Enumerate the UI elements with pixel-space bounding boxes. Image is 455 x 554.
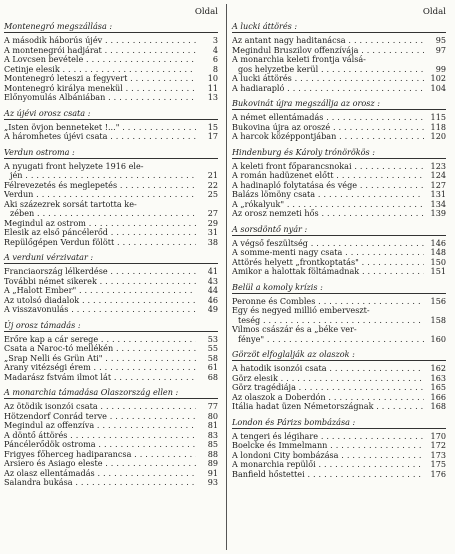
toc-entry bbox=[232, 451, 446, 461]
section-rule bbox=[4, 263, 218, 264]
entry-title: Boelcke és Immelmann . . . bbox=[232, 441, 424, 451]
toc-entry bbox=[232, 297, 446, 307]
entry-page-number: 168 bbox=[430, 401, 446, 411]
section-title: London és Párizs bombázása : bbox=[232, 416, 356, 427]
toc-entry bbox=[4, 363, 218, 373]
toc-entry bbox=[232, 239, 446, 249]
section-rule bbox=[4, 331, 218, 332]
entry-page-number: 27 bbox=[207, 208, 218, 218]
section-title: A monarchia támadása Olaszország ellen : bbox=[4, 387, 179, 397]
section-rule bbox=[232, 158, 446, 159]
entry-title: A monarchia keleti frontja válsá- bbox=[232, 55, 366, 64]
entry-title: Félrevezetés és meglepetés . . . bbox=[4, 181, 196, 191]
toc-entry bbox=[4, 228, 218, 238]
toc-entry bbox=[232, 74, 446, 84]
entry-title: Megindul az offenzíva . . . bbox=[4, 421, 196, 431]
toc-entry bbox=[4, 450, 218, 460]
toc-entry bbox=[232, 113, 446, 123]
entry-page-number: 160 bbox=[430, 333, 446, 344]
entry-page-number: 163 bbox=[430, 372, 446, 383]
section-title: Bukovinát újra megszállja az orosz : bbox=[232, 98, 380, 108]
toc-entry bbox=[4, 478, 218, 488]
entry-title: A „rókalyuk" . . . bbox=[232, 200, 424, 210]
entry-title: Amikor a halottak föltámadnak . . . bbox=[232, 267, 424, 277]
toc-entry bbox=[232, 441, 446, 451]
entry-page-number: 173 bbox=[430, 449, 446, 460]
section-title: A sorsdöntő nyár : bbox=[232, 223, 308, 234]
toc-entry bbox=[232, 123, 446, 133]
toc-entry bbox=[232, 209, 446, 219]
toc-entry bbox=[232, 470, 446, 480]
section-rule bbox=[232, 360, 446, 361]
entry-page-number: 115 bbox=[430, 112, 446, 122]
toc-entry bbox=[232, 402, 446, 412]
toc-entry bbox=[4, 412, 218, 422]
entry-page-number: 44 bbox=[207, 285, 218, 295]
toc-entry bbox=[4, 373, 218, 383]
entry-page-number: 49 bbox=[207, 304, 218, 314]
column-divider bbox=[226, 4, 227, 550]
entry-title: További német sikerek . . . bbox=[4, 277, 196, 287]
entry-title: A tengeri és légihare . . . bbox=[232, 432, 424, 442]
entry-title: Arany vitézségi érem . . . bbox=[4, 363, 196, 373]
entry-title: Erőre kap a cár serege . . . bbox=[4, 335, 196, 345]
toc-entry bbox=[4, 93, 218, 103]
entry-title: Bukovina újra az oroszé . . . bbox=[232, 123, 424, 133]
entry-page-number: 139 bbox=[430, 208, 446, 218]
entry-page-number: 85 bbox=[207, 439, 218, 449]
entry-title: A végső feszültség . . . bbox=[232, 239, 424, 249]
entry-title: Hötzendorf Conrád terve . . . bbox=[4, 412, 196, 422]
toc-entry bbox=[4, 132, 218, 142]
entry-page-number: 162 bbox=[430, 363, 446, 373]
toc-entry bbox=[4, 402, 218, 412]
toc-entry bbox=[232, 364, 446, 374]
entry-title: Az ötödik isonzói csata . . . bbox=[4, 402, 196, 412]
toc-entry bbox=[232, 171, 446, 181]
section-title: Hindenburg és Károly trónörökös : bbox=[232, 146, 375, 157]
entry-page-number: 41 bbox=[207, 266, 218, 276]
toc-entry bbox=[4, 36, 218, 46]
entry-title: Az olaszok a Doberdón . . . bbox=[232, 393, 424, 403]
entry-page-number: 102 bbox=[430, 73, 446, 83]
entry-title: A visszavonulás . . . bbox=[4, 305, 196, 315]
section-rule bbox=[232, 109, 446, 110]
toc-entry bbox=[4, 181, 218, 191]
entry-title: A döntő áttörés . . . bbox=[4, 431, 196, 441]
entry-page-number: 13 bbox=[207, 92, 218, 102]
toc-entry bbox=[4, 84, 218, 94]
entry-page-number: 120 bbox=[430, 131, 446, 141]
entry-title: A harcok középpontjában . . . bbox=[232, 132, 424, 142]
toc-entry bbox=[232, 393, 446, 403]
toc-entry bbox=[232, 374, 446, 384]
entry-page-number: 80 bbox=[207, 410, 218, 421]
page-column-label: Oldal bbox=[194, 7, 218, 17]
entry-title: Az utolsó diadalok . . . bbox=[4, 296, 196, 306]
entry-title: A Lovcsen bevétele . . . bbox=[4, 55, 196, 65]
entry-page-number: 10 bbox=[207, 73, 218, 83]
toc-entry bbox=[232, 432, 446, 442]
section-title: Montenegró megszállása : bbox=[4, 21, 113, 31]
toc-entry bbox=[232, 306, 446, 325]
entry-page-number: 77 bbox=[207, 401, 218, 411]
entry-title: Elesik az első páncélerőd . . . bbox=[4, 228, 196, 238]
entry-title: A második háborús újév . . . bbox=[4, 36, 196, 46]
entry-title: A hadinapló folytatása és vége . . . bbox=[232, 181, 424, 191]
entry-title: Az orosz nemzeti hős . . . bbox=[232, 209, 424, 219]
entry-title: zében . . . bbox=[4, 209, 196, 219]
toc-entry bbox=[232, 325, 446, 344]
entry-title: A „Halott Ember" . . . bbox=[4, 286, 196, 296]
section-rule bbox=[4, 398, 218, 399]
entry-title: „Isten övjon benneteket !..." . . . bbox=[4, 123, 196, 133]
toc-entry bbox=[4, 55, 218, 65]
toc-entry bbox=[4, 238, 218, 248]
entry-title: teség . . . bbox=[232, 316, 424, 326]
entry-page-number: 53 bbox=[207, 333, 218, 344]
section-rule bbox=[232, 293, 446, 294]
toc-entry bbox=[4, 267, 218, 277]
toc-entry bbox=[232, 162, 446, 172]
toc-entry bbox=[4, 344, 218, 354]
entry-title: Görz elesik . . . bbox=[232, 374, 424, 384]
toc-entry bbox=[4, 354, 218, 364]
column-header bbox=[232, 6, 446, 21]
entry-page-number: 8 bbox=[212, 63, 218, 74]
toc-entry bbox=[4, 421, 218, 431]
entry-page-number: 38 bbox=[207, 236, 218, 247]
entry-page-number: 91 bbox=[207, 467, 218, 478]
entry-title: „Srap Nelli és Grün Áti" . . . bbox=[4, 354, 196, 364]
entry-title: Egy és negyed millió emberveszt- bbox=[232, 306, 370, 315]
entry-page-number: 3 bbox=[212, 35, 218, 45]
section-title: Verdun ostroma : bbox=[4, 146, 75, 157]
entry-page-number: 156 bbox=[430, 295, 446, 306]
entry-title: Az antant nagy haditanácsa . . . bbox=[232, 36, 424, 46]
entry-title: A nyugati front helyzete 1916 ele- bbox=[4, 161, 144, 171]
toc-entry bbox=[232, 55, 446, 74]
entry-page-number: 134 bbox=[430, 198, 446, 209]
toc-entry bbox=[4, 469, 218, 479]
entry-page-number: 68 bbox=[207, 371, 218, 382]
entry-title: Arsiero és Asiago eleste . . . bbox=[4, 459, 196, 469]
entry-page-number: 29 bbox=[207, 217, 218, 228]
toc-column-right bbox=[232, 6, 446, 479]
toc-entry bbox=[4, 46, 218, 56]
entry-title: A keleti front főparancsnokai . . . bbox=[232, 162, 424, 172]
toc-entry bbox=[232, 460, 446, 470]
toc-entry bbox=[4, 277, 218, 287]
entry-title: A hadiarapló . . . bbox=[232, 84, 424, 94]
entry-page-number: 170 bbox=[430, 430, 446, 441]
entry-page-number: 146 bbox=[430, 237, 446, 248]
entry-page-number: 46 bbox=[207, 294, 218, 305]
entry-page-number: 151 bbox=[430, 266, 446, 276]
toc-entry bbox=[232, 267, 446, 277]
toc-entry bbox=[4, 65, 218, 75]
entry-title: Itália hadat üzen Németországnak . . . bbox=[232, 402, 424, 412]
entry-page-number: 118 bbox=[430, 121, 446, 132]
entry-page-number: 31 bbox=[207, 227, 218, 237]
entry-title: Repülőgépen Verdun fölött . . . bbox=[4, 238, 196, 248]
toc-entry bbox=[4, 74, 218, 84]
section-rule bbox=[4, 119, 218, 120]
entry-title: A román hadüzenet előtt . . . bbox=[232, 171, 424, 181]
entry-page-number: 124 bbox=[430, 170, 446, 180]
entry-title: A londoni City bombázása . . . bbox=[232, 451, 424, 461]
entry-title: A monarchia repülői . . . bbox=[232, 460, 424, 470]
entry-title: A somme-menti nagy csata . . . bbox=[232, 248, 424, 258]
entry-page-number: 21 bbox=[207, 170, 218, 180]
entry-page-number: 104 bbox=[430, 82, 446, 93]
section-rule bbox=[232, 32, 446, 33]
entry-title: Balázs lömöny csata . . . bbox=[232, 190, 424, 200]
entry-title: Cetinje elesik . . . bbox=[4, 65, 196, 75]
entry-title: A hatodik isonzói csata . . . bbox=[232, 364, 424, 374]
entry-title: Csata a Naroc-tó mellékén . . . bbox=[4, 344, 196, 354]
entry-page-number: 123 bbox=[430, 160, 446, 171]
toc-entry bbox=[4, 296, 218, 306]
entry-title: Peronne és Combles . . . bbox=[232, 297, 424, 307]
section-title: Belül a komoly krízis : bbox=[232, 281, 323, 292]
entry-page-number: 148 bbox=[430, 247, 446, 257]
entry-title: Frigyes főherceg hadiparancsa . . . bbox=[4, 450, 196, 460]
entry-title: Verdun . . . bbox=[4, 190, 196, 200]
entry-title: Aki százezrek sorsát tartotta ke- bbox=[4, 199, 137, 209]
entry-title: Görz tragédiája . . . bbox=[232, 383, 424, 393]
toc-entry bbox=[4, 431, 218, 441]
entry-title: Salandra bukása . . . bbox=[4, 478, 196, 488]
entry-page-number: 83 bbox=[207, 429, 218, 440]
entry-title: fénye" . . . bbox=[232, 335, 424, 345]
toc-entry bbox=[4, 162, 218, 181]
section-title: Az újévi orosz csata : bbox=[4, 107, 91, 118]
entry-title: A háromhetes újévi csata . . . bbox=[4, 132, 196, 142]
entry-page-number: 165 bbox=[430, 382, 446, 392]
entry-title: Előnyomulás Albániában . . . bbox=[4, 93, 196, 103]
entry-page-number: 25 bbox=[207, 189, 218, 199]
toc-entry bbox=[4, 305, 218, 315]
section-rule bbox=[4, 158, 218, 159]
entry-page-number: 131 bbox=[430, 189, 446, 199]
toc-entry bbox=[232, 46, 446, 56]
entry-page-number: 89 bbox=[207, 458, 218, 468]
entry-page-number: 158 bbox=[430, 314, 446, 325]
toc-entry bbox=[232, 84, 446, 94]
page-column-label: Oldal bbox=[422, 7, 446, 17]
entry-title: Az olasz ellentámadás . . . bbox=[4, 469, 196, 479]
entry-page-number: 88 bbox=[207, 448, 218, 459]
entry-title: Madarász fstvám ilmot lát . . . bbox=[4, 373, 196, 383]
entry-page-number: 172 bbox=[430, 440, 446, 450]
toc-entry bbox=[232, 132, 446, 142]
entry-title: Páncélerődök ostroma . . . bbox=[4, 440, 196, 450]
entry-page-number: 58 bbox=[207, 352, 218, 363]
entry-page-number: 15 bbox=[207, 121, 218, 132]
entry-title: jén . . . bbox=[4, 171, 196, 181]
toc-entry bbox=[4, 123, 218, 133]
entry-page-number: 81 bbox=[207, 420, 218, 430]
entry-page-number: 175 bbox=[430, 459, 446, 469]
entry-page-number: 99 bbox=[435, 63, 446, 74]
entry-title: A montenegrói hadjárat . . . bbox=[4, 46, 196, 56]
section-title: A lucki áttörés : bbox=[232, 21, 298, 31]
section-title: Új orosz támadás : bbox=[4, 319, 81, 330]
toc-entry bbox=[232, 258, 446, 268]
toc-entry bbox=[232, 248, 446, 258]
section-rule bbox=[232, 235, 446, 236]
entry-page-number: 11 bbox=[207, 82, 218, 93]
toc-entry bbox=[4, 286, 218, 296]
toc-entry bbox=[232, 190, 446, 200]
entry-page-number: 61 bbox=[207, 362, 218, 372]
entry-page-number: 93 bbox=[207, 477, 218, 487]
entry-page-number: 95 bbox=[435, 35, 446, 45]
entry-title: Montenegró leteszi a fegyvert . . . bbox=[4, 74, 196, 84]
entry-title: A német ellentámadás . . . bbox=[232, 113, 424, 123]
entry-page-number: 4 bbox=[212, 44, 218, 55]
toc-entry bbox=[232, 383, 446, 393]
toc-entry bbox=[232, 181, 446, 191]
toc-entry bbox=[4, 440, 218, 450]
entry-page-number: 43 bbox=[207, 275, 218, 286]
entry-page-number: 166 bbox=[430, 391, 446, 402]
entry-page-number: 127 bbox=[430, 179, 446, 190]
entry-page-number: 97 bbox=[435, 44, 446, 55]
toc-entry bbox=[4, 190, 218, 200]
toc-entry bbox=[232, 200, 446, 210]
toc-entry bbox=[4, 200, 218, 219]
toc-entry bbox=[4, 219, 218, 229]
entry-page-number: 22 bbox=[207, 179, 218, 190]
entry-title: A lucki áttörés . . . bbox=[232, 74, 424, 84]
entry-title: Megindul az ostrom . . . bbox=[4, 219, 196, 229]
entry-page-number: 6 bbox=[212, 54, 218, 64]
entry-title: Megindul Bruszilov offenzívája . . . bbox=[232, 46, 424, 56]
entry-title: Franciaország lélkerdése . . . bbox=[4, 267, 196, 277]
entry-title: gos helyzetbe kerül . . . bbox=[232, 65, 424, 75]
entry-page-number: 17 bbox=[207, 131, 218, 141]
entry-title: Banfield hőstettei . . . bbox=[232, 470, 424, 480]
section-title: A verduni vérzivatar : bbox=[4, 252, 94, 262]
section-rule bbox=[232, 428, 446, 429]
entry-page-number: 150 bbox=[430, 256, 446, 267]
entry-title: Vilmos császár és a „béke ver- bbox=[232, 325, 357, 334]
section-rule bbox=[4, 32, 218, 33]
toc-entry bbox=[4, 335, 218, 345]
entry-title: Montenegró királya menekül . . . bbox=[4, 84, 196, 94]
section-title: Görzöt elfoglalják az olaszok : bbox=[232, 349, 355, 359]
column-header bbox=[4, 6, 218, 21]
entry-page-number: 55 bbox=[207, 343, 218, 353]
toc-entry bbox=[4, 459, 218, 469]
toc-entry bbox=[232, 36, 446, 46]
toc-column-left bbox=[4, 6, 218, 488]
entry-title: Áttörés helyett „frontkoptatás" . . . bbox=[232, 258, 424, 268]
entry-page-number: 176 bbox=[430, 468, 446, 479]
